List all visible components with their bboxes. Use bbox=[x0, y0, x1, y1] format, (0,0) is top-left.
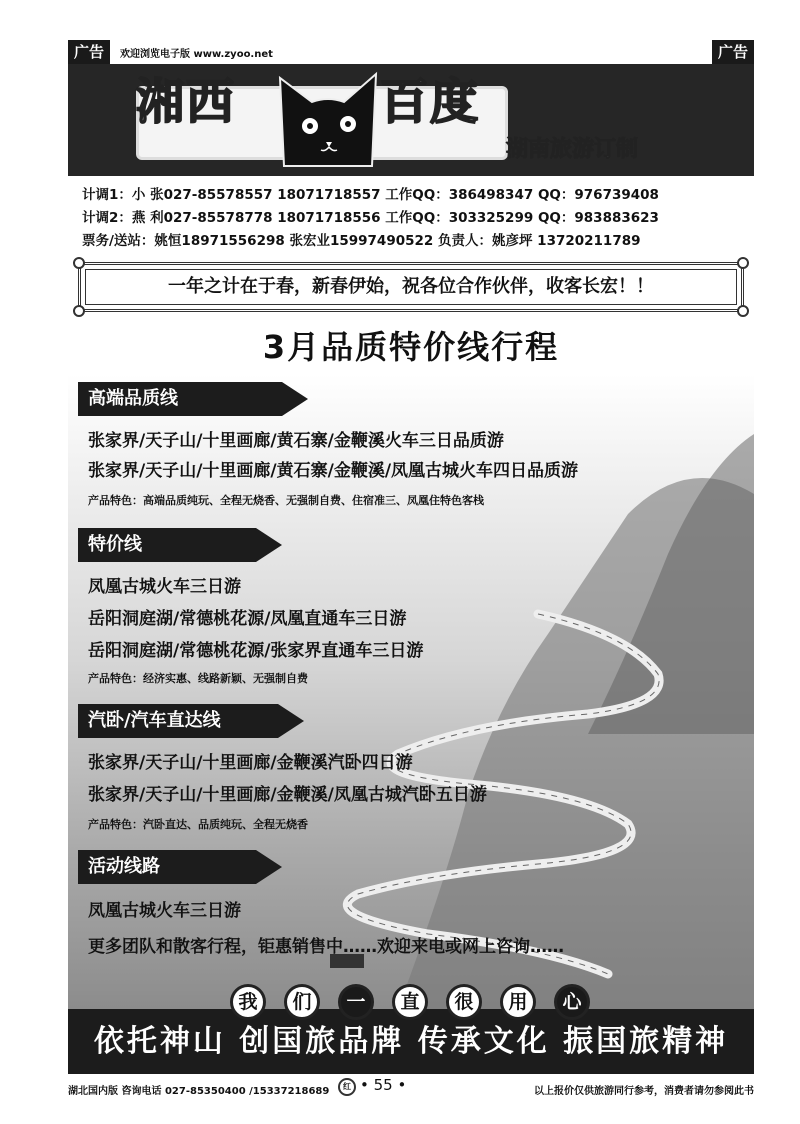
advertisement bbox=[68, 64, 754, 1074]
brand-name-a: 湘西 bbox=[136, 74, 237, 130]
footer-disclaimer: 以上报价仅供旅游同行参考，消费者请勿参阅此书 bbox=[534, 1086, 754, 1097]
ad-tag-right: 广告 bbox=[712, 40, 754, 64]
contact-row: 票务/送站：姚恒18971556298 张宏业15997490522 负责人：姚彦坪 13720211789 bbox=[82, 233, 641, 249]
contact-info bbox=[82, 184, 752, 253]
route-item: 张家界/天子山/十里画廊/黄石寨/金鞭溪火车三日品质游 bbox=[88, 431, 504, 451]
footer-contact: 湖北国内版 咨询电话 027-85350400 /15337218689 bbox=[68, 1086, 330, 1097]
slogan-banner bbox=[78, 262, 744, 312]
section-header: 特价线 bbox=[78, 528, 256, 562]
top-bar bbox=[68, 40, 754, 64]
slogan-text: 一年之计在于春，新春伊始，祝各位合作伙伴，收客长宏！！ bbox=[85, 269, 737, 305]
route-item: 张家界/天子山/十里画廊/金鞭溪汽卧四日游 bbox=[88, 753, 413, 773]
brand-name-b: 百度 bbox=[380, 74, 481, 130]
ornament-icon bbox=[73, 305, 85, 317]
ornament-icon bbox=[73, 257, 85, 269]
circle-char: 很 bbox=[446, 984, 482, 1020]
section-header: 活动线路 bbox=[78, 850, 256, 884]
route-item: 张家界/天子山/十里画廊/黄石寨/金鞭溪/凤凰古城火车四日品质游 bbox=[88, 461, 579, 481]
cat-logo-icon bbox=[276, 68, 380, 172]
product-feature: 产品特色：高端品质纯玩、全程无烧香、无强制自费、住宿准三、凤凰住特色客栈 bbox=[88, 494, 484, 507]
contact-row: 计调1：小 张027-85578557 18071718557 工作QQ：386498347 QQ：976739408 bbox=[82, 187, 659, 203]
circle-char: 直 bbox=[392, 984, 428, 1020]
circle-char: 用 bbox=[500, 984, 536, 1020]
circle-char: 我 bbox=[230, 984, 266, 1020]
route-item: 凤凰古城火车三日游 bbox=[88, 577, 241, 597]
motto-bar: 依托神山 创国旅品牌 传承文化 振国旅精神 bbox=[68, 1009, 754, 1074]
route-item: 凤凰古城火车三日游 bbox=[88, 901, 241, 921]
circle-char: 心 bbox=[554, 984, 590, 1020]
circle-slogan bbox=[230, 984, 610, 1024]
brand-subtitle: 湖南旅游订制 bbox=[506, 137, 639, 162]
main-title: 3月品质特价线行程 bbox=[262, 328, 560, 366]
page-footer bbox=[68, 1076, 754, 1100]
ad-tag-left: 广告 bbox=[68, 40, 110, 64]
site-url: 欢迎浏览电子版 www.zyoo.net bbox=[120, 49, 273, 60]
contact-row: 计调2：燕 利027-85578778 18071718556 工作QQ：303325299 QQ：983883623 bbox=[82, 210, 659, 226]
publication-badge-icon: 红 bbox=[338, 1078, 356, 1096]
ornament-icon bbox=[737, 257, 749, 269]
route-item: 张家界/天子山/十里画廊/金鞭溪/凤凰古城汽卧五日游 bbox=[88, 785, 487, 805]
circle-char: 们 bbox=[284, 984, 320, 1020]
ornament-icon bbox=[737, 305, 749, 317]
circle-char: 一 bbox=[338, 984, 374, 1020]
brand-header bbox=[68, 64, 754, 176]
product-feature: 产品特色：经济实惠、线路新颖、无强制自费 bbox=[88, 672, 308, 685]
page-number: • 55 • bbox=[360, 1076, 407, 1094]
route-item: 岳阳洞庭湖/常德桃花源/凤凰直通车三日游 bbox=[88, 609, 407, 629]
product-feature: 产品特色：汽卧直达、品质纯玩、全程无烧香 bbox=[88, 818, 308, 831]
more-info: 更多团队和散客行程，钜惠销售中……欢迎来电或网上咨询…… bbox=[88, 937, 564, 957]
section-header: 高端品质线 bbox=[78, 382, 282, 416]
section-header: 汽卧/汽车直达线 bbox=[78, 704, 278, 738]
route-item: 岳阳洞庭湖/常德桃花源/张家界直通车三日游 bbox=[88, 641, 424, 661]
